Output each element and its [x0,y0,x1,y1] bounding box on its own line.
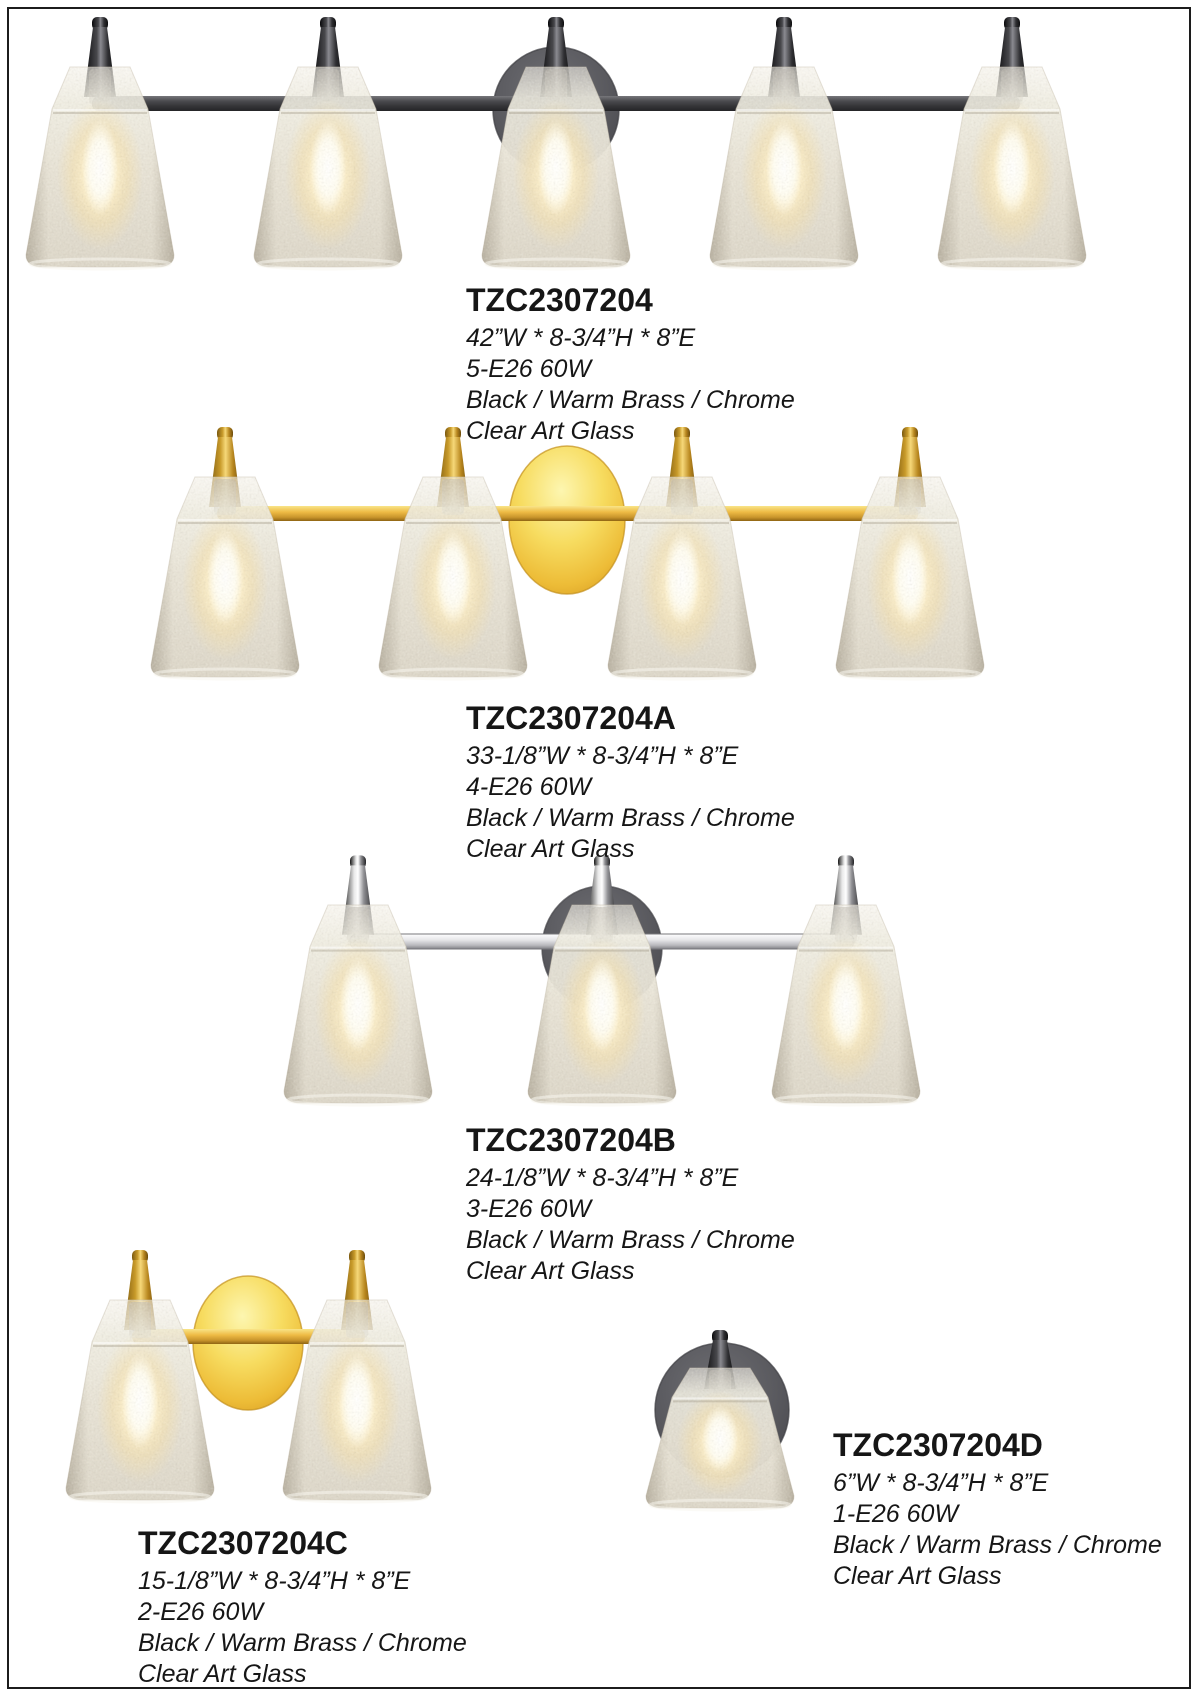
fixture-image-TZC2307204C [66,1250,431,1502]
product-dimensions: 24-1/8”W * 8-3/4”H * 8”E [466,1164,739,1192]
product-model: TZC2307204C [138,1525,348,1561]
product-card [466,701,795,865]
product-card [466,1123,795,1287]
product-model: TZC2307204A [466,700,676,736]
product-dimensions: 33-1/8”W * 8-3/4”H * 8”E [466,742,739,770]
product-glass-type: Clear Art Glass [466,835,635,863]
product-finishes: Black / Warm Brass / Chrome [466,804,795,832]
product-card [138,1526,467,1690]
fixture-image-TZC2307204 [26,17,1086,269]
fixture-image-TZC2307204B [284,855,920,1105]
product-lamping: 3-E26 60W [466,1195,592,1223]
product-model: TZC2307204B [466,1122,676,1158]
product-model: TZC2307204D [833,1427,1043,1463]
product-finishes: Black / Warm Brass / Chrome [466,1226,795,1254]
product-card [833,1428,1162,1592]
product-glass-type: Clear Art Glass [466,1257,635,1285]
product-finishes: Black / Warm Brass / Chrome [138,1629,467,1657]
fixture-image-TZC2307204A [151,427,984,679]
product-card [466,283,795,447]
product-lamping: 4-E26 60W [466,773,592,801]
product-glass-type: Clear Art Glass [138,1660,307,1688]
product-lamping: 5-E26 60W [466,355,592,383]
product-dimensions: 6”W * 8-3/4”H * 8”E [833,1469,1049,1497]
product-finishes: Black / Warm Brass / Chrome [833,1531,1162,1559]
product-lamping: 2-E26 60W [138,1598,264,1626]
fixture-image-TZC2307204D [646,1330,794,1510]
product-dimensions: 42”W * 8-3/4”H * 8”E [466,324,696,352]
product-lamping: 1-E26 60W [833,1500,959,1528]
product-model: TZC2307204 [466,282,653,318]
product-glass-type: Clear Art Glass [833,1562,1002,1590]
product-dimensions: 15-1/8”W * 8-3/4”H * 8”E [138,1567,411,1595]
product-glass-type: Clear Art Glass [466,417,635,445]
product-finishes: Black / Warm Brass / Chrome [466,386,795,414]
